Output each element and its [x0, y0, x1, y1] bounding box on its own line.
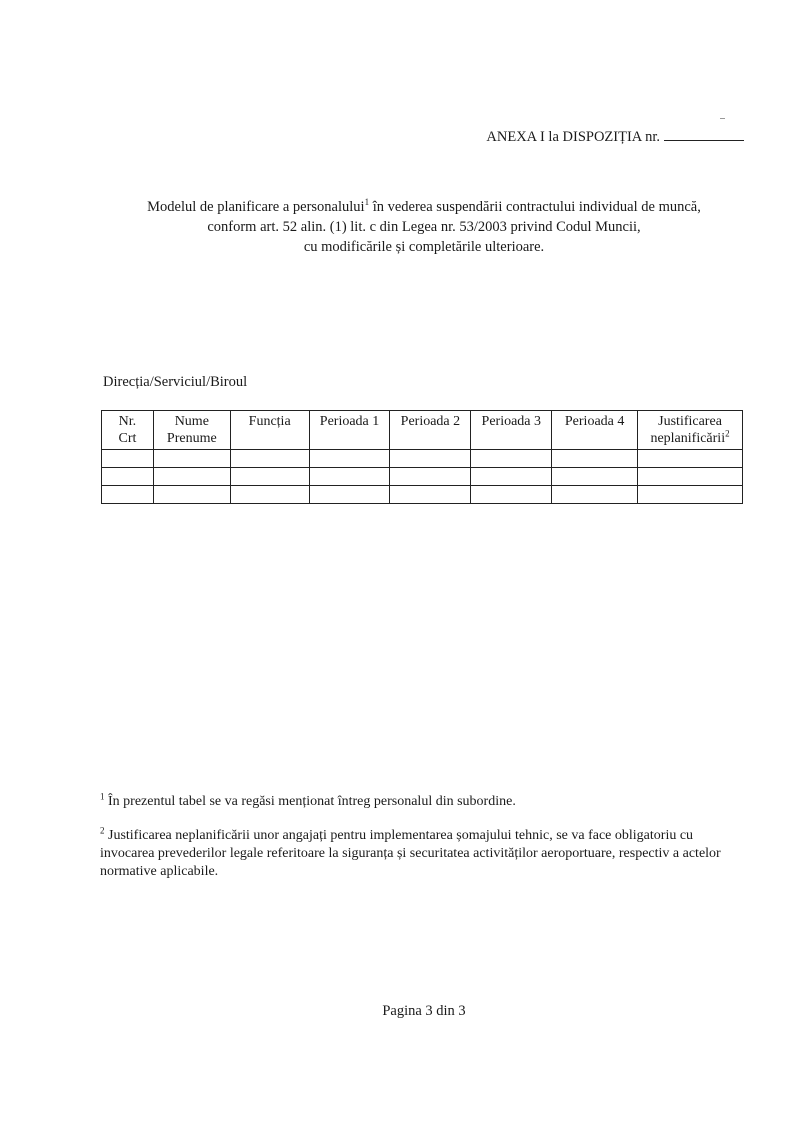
- table-cell[interactable]: [471, 450, 552, 468]
- department-label: Direcția/Serviciul/Biroul: [103, 374, 248, 390]
- table-row: [102, 486, 743, 504]
- table-cell[interactable]: [153, 486, 230, 504]
- table-cell[interactable]: [153, 468, 230, 486]
- table-cell[interactable]: [552, 450, 638, 468]
- table-cell[interactable]: [230, 486, 309, 504]
- table-row: [102, 468, 743, 486]
- table-cell[interactable]: [638, 450, 743, 468]
- table-cell[interactable]: [390, 486, 471, 504]
- annex-label: ANEXA I la DISPOZIȚIA nr.: [486, 129, 660, 145]
- footnote-ref-1: 1: [364, 197, 370, 208]
- header-perioada-2: Perioada 2: [390, 411, 471, 450]
- annex-header: [486, 126, 744, 146]
- table-cell[interactable]: [390, 450, 471, 468]
- header-perioada-1: Perioada 1: [309, 411, 390, 450]
- table-cell[interactable]: [309, 468, 390, 486]
- table-cell[interactable]: [552, 468, 638, 486]
- table-cell[interactable]: [390, 468, 471, 486]
- table-row: [102, 450, 743, 468]
- table-cell[interactable]: [309, 486, 390, 504]
- header-justificarea: Justificarea neplanificării$^2$: [638, 411, 743, 450]
- planning-table: [101, 410, 743, 504]
- table-cell[interactable]: [552, 486, 638, 504]
- annex-number-blank: [664, 126, 744, 141]
- header-perioada-4: Perioada 4: [552, 411, 638, 450]
- table-cell[interactable]: [230, 450, 309, 468]
- footnote-mark-2: 2: [100, 825, 105, 836]
- table-cell[interactable]: [471, 486, 552, 504]
- page-number: Pagina 3 din 3: [382, 1003, 466, 1019]
- table-cell[interactable]: [471, 468, 552, 486]
- header-perioada-3: Perioada 3: [471, 411, 552, 450]
- table-cell[interactable]: [102, 468, 154, 486]
- table-header-row: [102, 411, 743, 450]
- footnote-2: [100, 827, 748, 881]
- footnote-2-text: Justificarea neplanificării unor angajați pentru implementarea șomajului tehnic, se va face obligatoriu cu invocarea prevederilor legale referitoare la siguranța și securitatea activităților aeroportuare, respectiv a actelor normative aplicabile.: [100, 828, 721, 879]
- table-cell[interactable]: [102, 450, 154, 468]
- table-cell[interactable]: [102, 486, 154, 504]
- document-title: [100, 197, 748, 257]
- footnote-ref-2: 2: [725, 428, 730, 439]
- footnote-1-text: În prezentul tabel se va regăsi menționat întreg personalul din subordine.: [104, 794, 516, 809]
- table-cell[interactable]: [309, 450, 390, 468]
- header-nr-crt: Nr. Crt: [102, 411, 154, 450]
- title-line-1: Modelul de planificare a personalului$^1$ în vederea suspendării contractului individual de muncă,: [147, 197, 701, 215]
- table-cell[interactable]: [153, 450, 230, 468]
- title-line-3: cu modificările și completările ulterioare.: [303, 239, 545, 255]
- header-functia: Funcția: [230, 411, 309, 450]
- footnote-1: [100, 793, 748, 811]
- scan-speck: [720, 118, 725, 119]
- footnote-mark-1: 1: [100, 791, 105, 802]
- table-cell[interactable]: [230, 468, 309, 486]
- title-line-2: conform art. 52 alin. (1) lit. c din Legea nr. 53/2003 privind Codul Muncii,: [207, 219, 641, 235]
- table-cell[interactable]: [638, 486, 743, 504]
- header-nume-prenume: Nume Prenume: [153, 411, 230, 450]
- table-cell[interactable]: [638, 468, 743, 486]
